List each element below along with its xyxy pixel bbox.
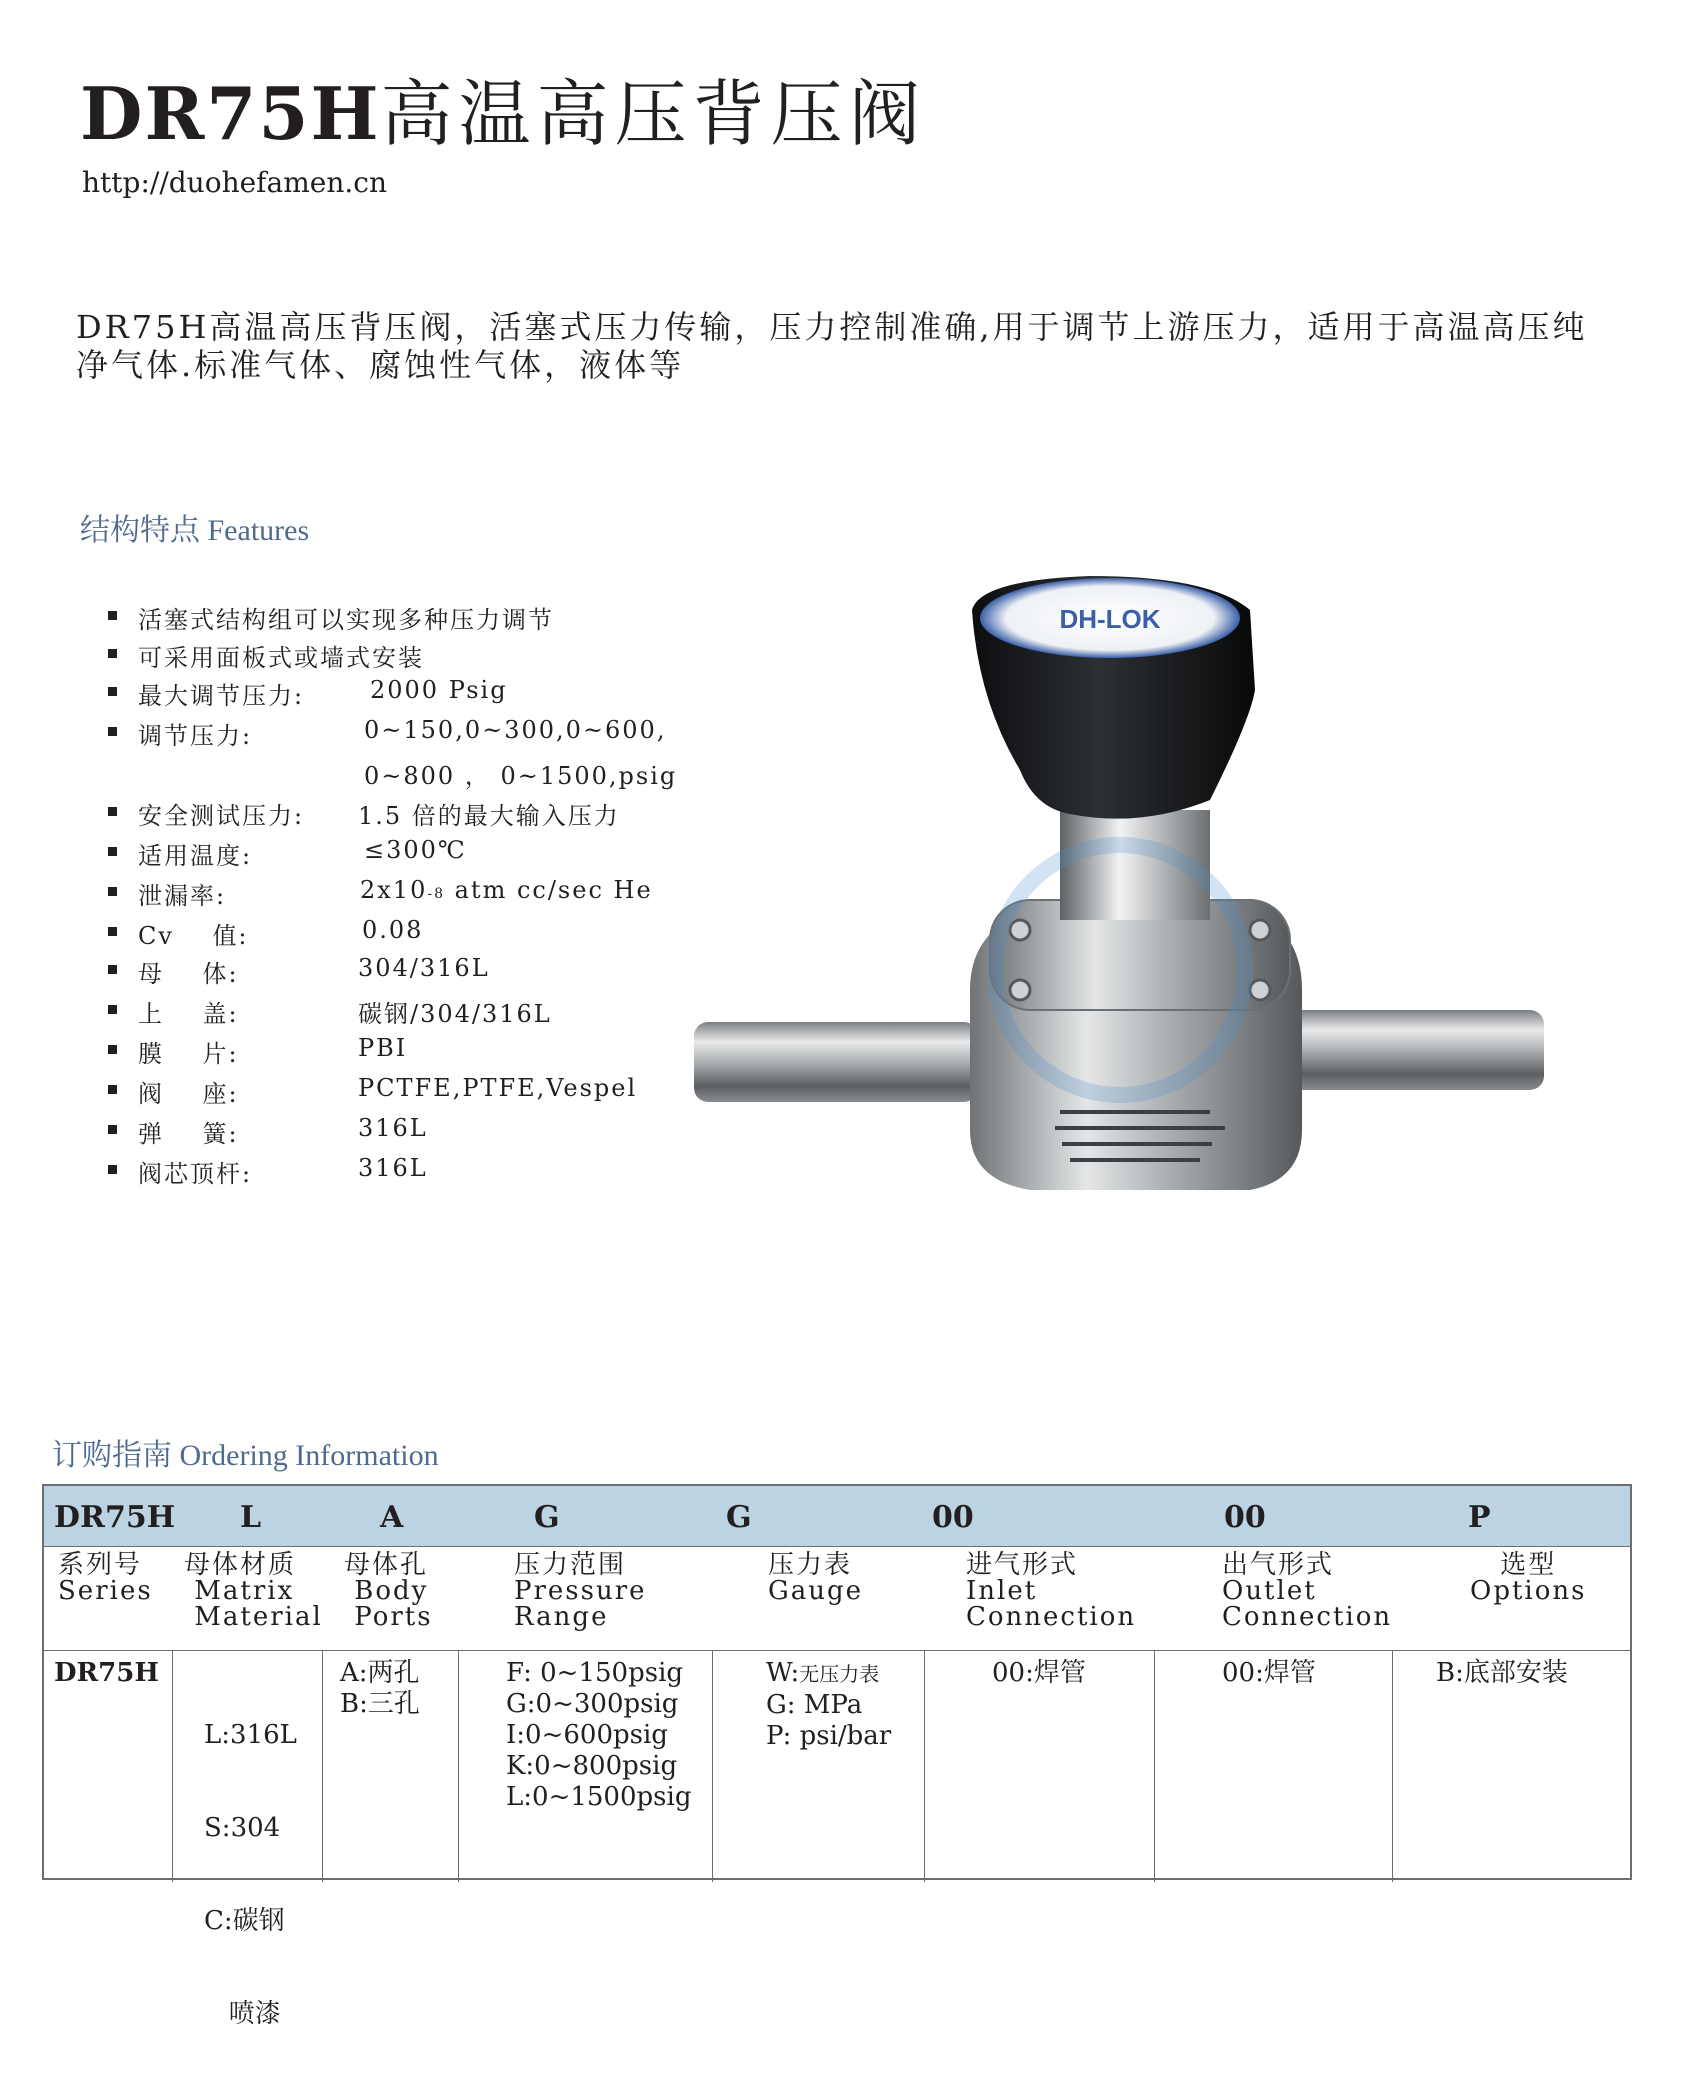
code-series: DR75H — [54, 1500, 176, 1535]
leak-rate-unit: atm cc/sec He — [444, 876, 653, 904]
feature-value: 304/316L — [358, 954, 490, 982]
bullet-icon — [108, 887, 117, 896]
bullet-icon — [108, 1085, 117, 1094]
label-ports: 母体孔 Body Ports — [344, 1550, 433, 1632]
feature-label: 阀芯顶杆: — [138, 1160, 253, 1188]
feature-value: 0~150,0~300,0~600, — [364, 716, 667, 744]
feature-label: 泄漏率: — [138, 882, 227, 910]
ports-option: B:三孔 — [340, 1689, 420, 1719]
cell-outlet: 00:焊管 — [1222, 1658, 1316, 1688]
title-cn: 高温高压背压阀 — [380, 72, 927, 156]
matrix-option: 喷漆 — [204, 1999, 281, 2029]
feature-label: 适用温度: — [138, 842, 253, 870]
gauge-w-prefix: W: — [766, 1658, 800, 1688]
code-outlet: 00 — [1224, 1500, 1266, 1535]
bullet-icon — [108, 649, 117, 658]
gauge-option: G: MPa — [766, 1690, 863, 1720]
matrix-option: S:304 — [204, 1813, 281, 1843]
feature-label: 弹 簧: — [138, 1120, 239, 1148]
column-divider — [1154, 1650, 1155, 1882]
bolt-icon — [1010, 920, 1030, 940]
feature-value: 碳钢/304/316L — [358, 1000, 552, 1028]
inlet-pipe — [694, 1022, 978, 1102]
bullet-icon — [108, 965, 117, 974]
bolt-icon — [1010, 980, 1030, 1000]
bullet-icon — [108, 1165, 117, 1174]
bullet-icon — [108, 807, 117, 816]
label-matrix: 母体材质 Matrix Material — [184, 1550, 323, 1632]
label-inlet: 进气形式 Inlet Connection — [966, 1550, 1137, 1632]
feature-value: 1.5 倍的最大输入压力 — [358, 802, 620, 830]
ordering-table — [42, 1484, 1632, 2029]
feature-value: PCTFE,PTFE,Vespel — [358, 1074, 638, 1102]
cell-matrix — [204, 1658, 297, 2092]
column-divider — [712, 1650, 713, 1882]
feature-label: 活塞式结构组可以实现多种压力调节 — [138, 606, 554, 634]
feature-value — [360, 876, 653, 904]
code-gauge: G — [726, 1500, 752, 1535]
pressure-option: F: 0~150psig — [506, 1658, 684, 1688]
feature-label: 调节压力: — [138, 722, 253, 750]
feature-label: 安全测试压力: — [138, 802, 305, 830]
title-code: DR75H — [80, 71, 381, 156]
code-ports: A — [380, 1500, 404, 1535]
pressure-option: I:0~600psig — [506, 1720, 668, 1750]
feature-value: 316L — [358, 1154, 428, 1182]
bullet-icon — [108, 1045, 117, 1054]
feature-label: 母 体: — [138, 960, 239, 988]
feature-value: PBI — [358, 1034, 408, 1062]
code-pressure: G — [534, 1500, 560, 1535]
leak-rate-exponent: -8 — [427, 886, 445, 902]
cell-gauge — [766, 1658, 891, 1752]
bullet-icon — [108, 847, 117, 856]
code-header-row — [44, 1486, 1630, 1547]
cell-series: DR75H — [54, 1658, 159, 1688]
cell-inlet: 00:焊管 — [992, 1658, 1086, 1688]
product-description: DR75H高温高压背压阀，活塞式压力传输，压力控制准确,用于调节上游压力，适用于高温高压纯净气体.标准气体、腐蚀性气体，液体等 — [76, 308, 1588, 384]
ordering-heading: 订购指南 Ordering Information — [52, 1439, 439, 1472]
feature-label: 膜 片: — [138, 1040, 239, 1068]
column-divider — [322, 1650, 323, 1882]
code-matrix: L — [240, 1500, 262, 1535]
bullet-icon — [108, 727, 117, 736]
matrix-option: L:316L — [204, 1720, 297, 1750]
ports-option: A:两孔 — [340, 1658, 420, 1688]
cell-pressure — [506, 1658, 691, 1813]
feature-value: 2000 Psig — [370, 676, 508, 704]
bullet-icon — [108, 611, 117, 620]
feature-label: 阀 座: — [138, 1080, 239, 1108]
feature-value: 316L — [358, 1114, 428, 1142]
bullet-icon — [108, 1125, 117, 1134]
feature-value: 0.08 — [362, 916, 424, 944]
leak-rate-base: 2x10 — [360, 876, 428, 904]
feature-value-continued: 0~800 ， 0~1500,psig — [364, 762, 678, 790]
bolt-icon — [1250, 980, 1270, 1000]
label-gauge: 压力表 Gauge — [768, 1550, 864, 1606]
label-series: 系列号 Series — [58, 1550, 153, 1606]
back-pressure-valve-photo — [690, 570, 1550, 1210]
website-url[interactable]: http://duohefamen.cn — [82, 166, 388, 199]
feature-label: 上 盖: — [138, 1000, 239, 1028]
code-inlet: 00 — [932, 1500, 974, 1535]
feature-label: 可采用面板式或墙式安装 — [138, 644, 424, 672]
features-heading: 结构特点 Features — [80, 514, 310, 547]
cell-options: B:底部安装 — [1436, 1658, 1568, 1688]
pressure-option: K:0~800psig — [506, 1751, 678, 1781]
feature-value: ≤300℃ — [364, 836, 467, 864]
column-divider — [924, 1650, 925, 1882]
page-title — [80, 71, 927, 156]
gauge-option: P: psi/bar — [766, 1721, 892, 1751]
gauge-option — [766, 1658, 891, 1690]
matrix-option: C:碳钢 — [204, 1906, 285, 1936]
label-outlet: 出气形式 Outlet Connection — [1222, 1550, 1393, 1632]
bolt-icon — [1250, 920, 1270, 940]
cell-ports — [340, 1658, 420, 1720]
gauge-w-text: 无压力表 — [799, 1662, 880, 1686]
label-options: 选型 Options — [1470, 1550, 1587, 1606]
column-divider — [172, 1650, 173, 1882]
pressure-option: L:0~1500psig — [506, 1782, 692, 1812]
knob-logo-text: DH-LOK — [1059, 604, 1161, 634]
label-pressure: 压力范围 Pressure Range — [514, 1550, 647, 1632]
pressure-option: G:0~300psig — [506, 1689, 679, 1719]
feature-label: 最大调节压力: — [138, 682, 305, 710]
column-divider — [1392, 1650, 1393, 1882]
bullet-icon — [108, 687, 117, 696]
bullet-icon — [108, 1005, 117, 1014]
code-options: P — [1468, 1500, 1491, 1535]
column-divider — [458, 1650, 459, 1882]
feature-label: Cv 值: — [138, 922, 249, 950]
bullet-icon — [108, 927, 117, 936]
